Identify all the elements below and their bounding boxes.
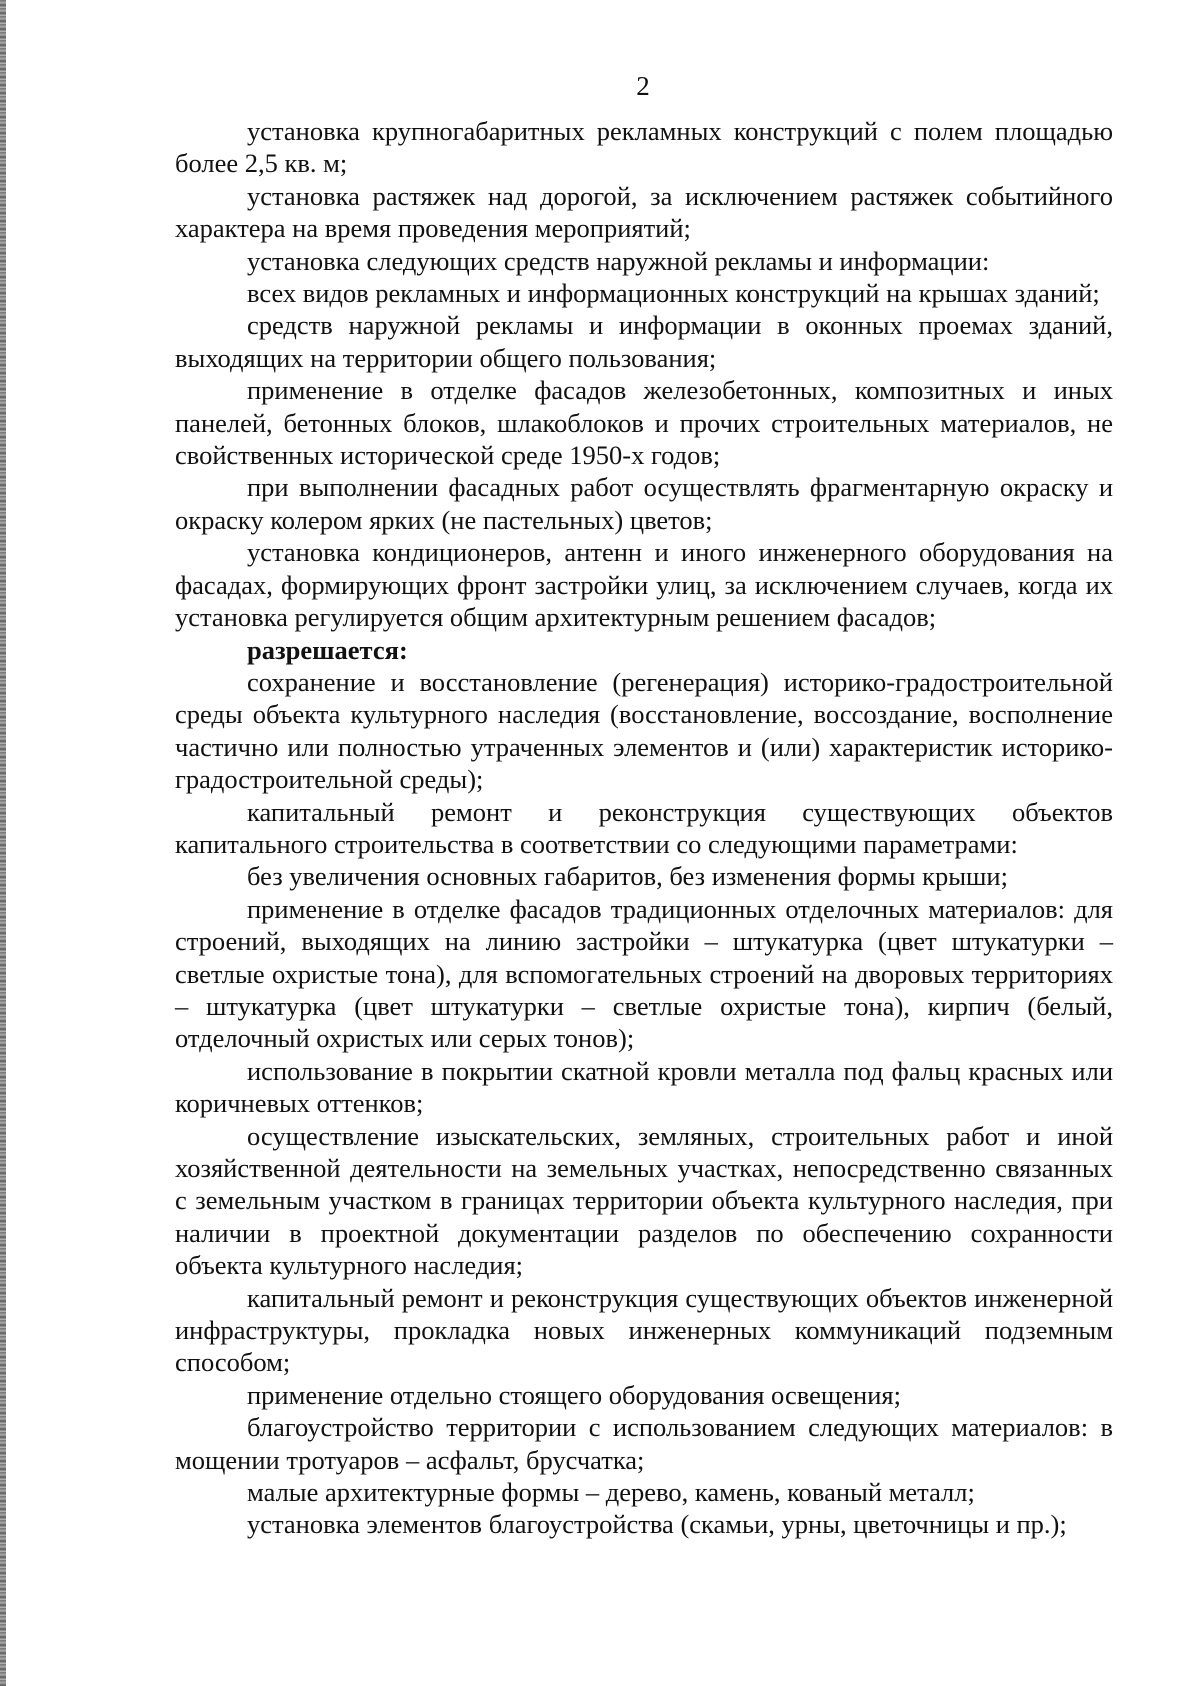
scan-edge bbox=[0, 0, 6, 1686]
paragraph-17: применение отдельно стоящего оборудования освещения; bbox=[247, 1379, 901, 1410]
paragraph-20: установка элементов благоустройства (скамьи, урны, цветочницы и пр.); bbox=[247, 1509, 1067, 1540]
document-body bbox=[175, 115, 1113, 1541]
paragraph-1: установка крупногабаритных рекламных конструкций с полем площадью более 2,5 кв. м; bbox=[175, 116, 1113, 179]
page-number: 2 bbox=[636, 71, 650, 101]
paragraph-6: применение в отделке фасадов железобетонных, композитных и иных панелей, бетонных блоков, шлакоблоков и прочих строительных материалов, не свойственных исторической среде 1950-х годов; bbox=[175, 375, 1113, 471]
paragraph-3: установка следующих средств наружной рекламы и информации: bbox=[247, 245, 990, 276]
paragraph-4: всех видов рекламных и информационных конструкций на крышах зданий; bbox=[247, 278, 1100, 309]
paragraph-10: сохранение и восстановление (регенерация) историко-градостроительной среды объекта культурного наследия (восстановление, воссоздание, восполнение частично или полностью утраченных элементов и (или) характеристик историко-градостроительной среды); bbox=[175, 666, 1113, 795]
paragraph-8: установка кондиционеров, антенн и иного инженерного оборудования на фасадах, формирующих фронт застройки улиц, за исключением случаев, когда их установка регулируется общим архитектурным решением фасадов; bbox=[175, 537, 1113, 633]
paragraph-11: капитальный ремонт и реконструкция существующих объектов капитального строительства в соответствии со следующими параметрами: bbox=[175, 796, 1113, 859]
section-heading-permitted: разрешается: bbox=[247, 634, 408, 665]
paragraph-14: использование в покрытии скатной кровли металла под фальц красных или коричневых оттенков; bbox=[175, 1055, 1113, 1119]
paragraph-13: применение в отделке фасадов традиционных отделочных материалов: для строений, выходящих на линию застройки – штукатурка (цвет штукатурки – светлые охристые тона), для вспомогательных строений на дворовых территориях – штукатурка (цвет штукатурки – светлые охристые тона), кирпич (белый, отделочный охристых или серых тонов); bbox=[175, 893, 1113, 1054]
paragraph-7: при выполнении фасадных работ осуществлять фрагментарную окраску и окраску колером ярких (не пастельных) цветов; bbox=[175, 472, 1113, 535]
paragraph-5: средств наружной рекламы и информации в оконных проемах зданий, выходящих на территории общего пользования; bbox=[175, 310, 1113, 373]
paragraph-2: установка растяжек над дорогой, за исключением растяжек событийного характера на время проведения мероприятий; bbox=[175, 180, 1113, 244]
paragraph-15: осуществление изыскательских, земляных, строительных работ и иной хозяйственной деятельности на земельных участках, непосредственно связанных с земельным участком в границах территории объекта культурного наследия, при наличии в проектной документации разделов по обеспечению сохранности объекта культурного наследия; bbox=[175, 1120, 1113, 1281]
paragraph-19: малые архитектурные формы – дерево, камень, кованый металл; bbox=[247, 1477, 975, 1508]
paragraph-16: капитальный ремонт и реконструкция существующих объектов инженерной инфраструктуры, прокладка новых инженерных коммуникаций подземным способом; bbox=[175, 1282, 1113, 1378]
paragraph-18: благоустройство территории с использованием следующих материалов: в мощении тротуаров – асфальт, брусчатка; bbox=[175, 1412, 1113, 1475]
paragraph-12: без увеличения основных габаритов, без изменения формы крыши; bbox=[247, 861, 1008, 892]
